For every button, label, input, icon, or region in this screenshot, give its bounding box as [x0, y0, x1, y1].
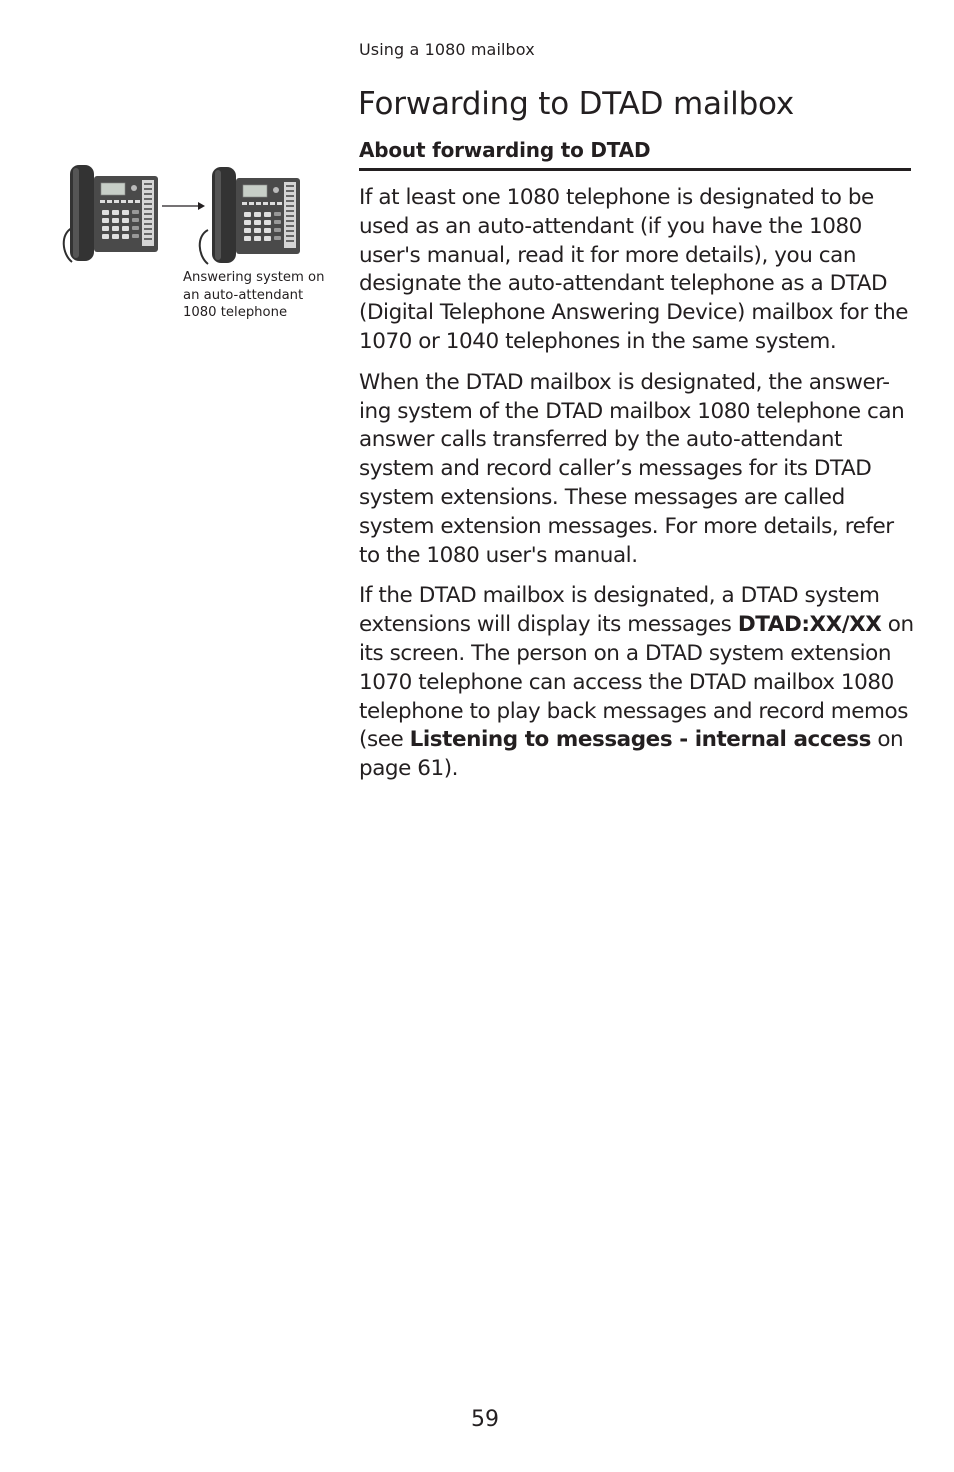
- paragraph-2: When the DTAD mailbox is designated, the answer-ing system of the DTAD mailbox 1080 telephone can answer calls transferred by the auto-attendant system and record caller’s messages for its DTAD system extensions. These messages are called system extension messages. For more details, refer to the 1080 user's manual.: [359, 369, 905, 568]
- telephone-icon: [64, 165, 158, 262]
- paragraph-1: If at least one 1080 telephone is designated to be used as an auto-attendant (if you have the 1080 user's manual, read it for more details), you can designate the auto-attendant telephone as a DTAD (Digital Telephone Answering Device) mailbox for the 1070 or 1040 telephones in the same system.: [359, 185, 909, 354]
- running-head: Using a 1080 mailbox: [359, 40, 535, 59]
- arrow-right-icon: [162, 202, 205, 210]
- phone-diagram: [58, 158, 308, 278]
- telephone-icon: [200, 167, 300, 264]
- body-text: [359, 184, 915, 796]
- caption-line: 1080 telephone: [183, 305, 288, 320]
- cross-reference-title: Listening to messages - internal access: [409, 727, 871, 753]
- phone-figure: [58, 158, 308, 278]
- figure-caption: [183, 269, 333, 322]
- page-number: 59: [471, 1407, 499, 1432]
- paragraph-3: [359, 582, 915, 784]
- section-heading: About forwarding to DTAD: [359, 137, 911, 171]
- caption-line: an auto-attendant: [183, 287, 304, 303]
- display-message-code: DTAD:XX/XX: [737, 612, 882, 638]
- caption-line: Answering system on: [183, 270, 325, 285]
- paragraph-3-text: on its screen. The person on a DTAD system extension 1070 telephone can access the DTAD mailbox 1080 telephone to play back messages and record memos (see: [359, 612, 914, 753]
- page-title: Forwarding to DTAD mailbox: [358, 86, 795, 122]
- paragraph-3-text: on page 61).: [359, 727, 904, 782]
- paragraph-3-text: If the DTAD mailbox is designated, a DTAD system extensions will display its messages: [359, 583, 880, 638]
